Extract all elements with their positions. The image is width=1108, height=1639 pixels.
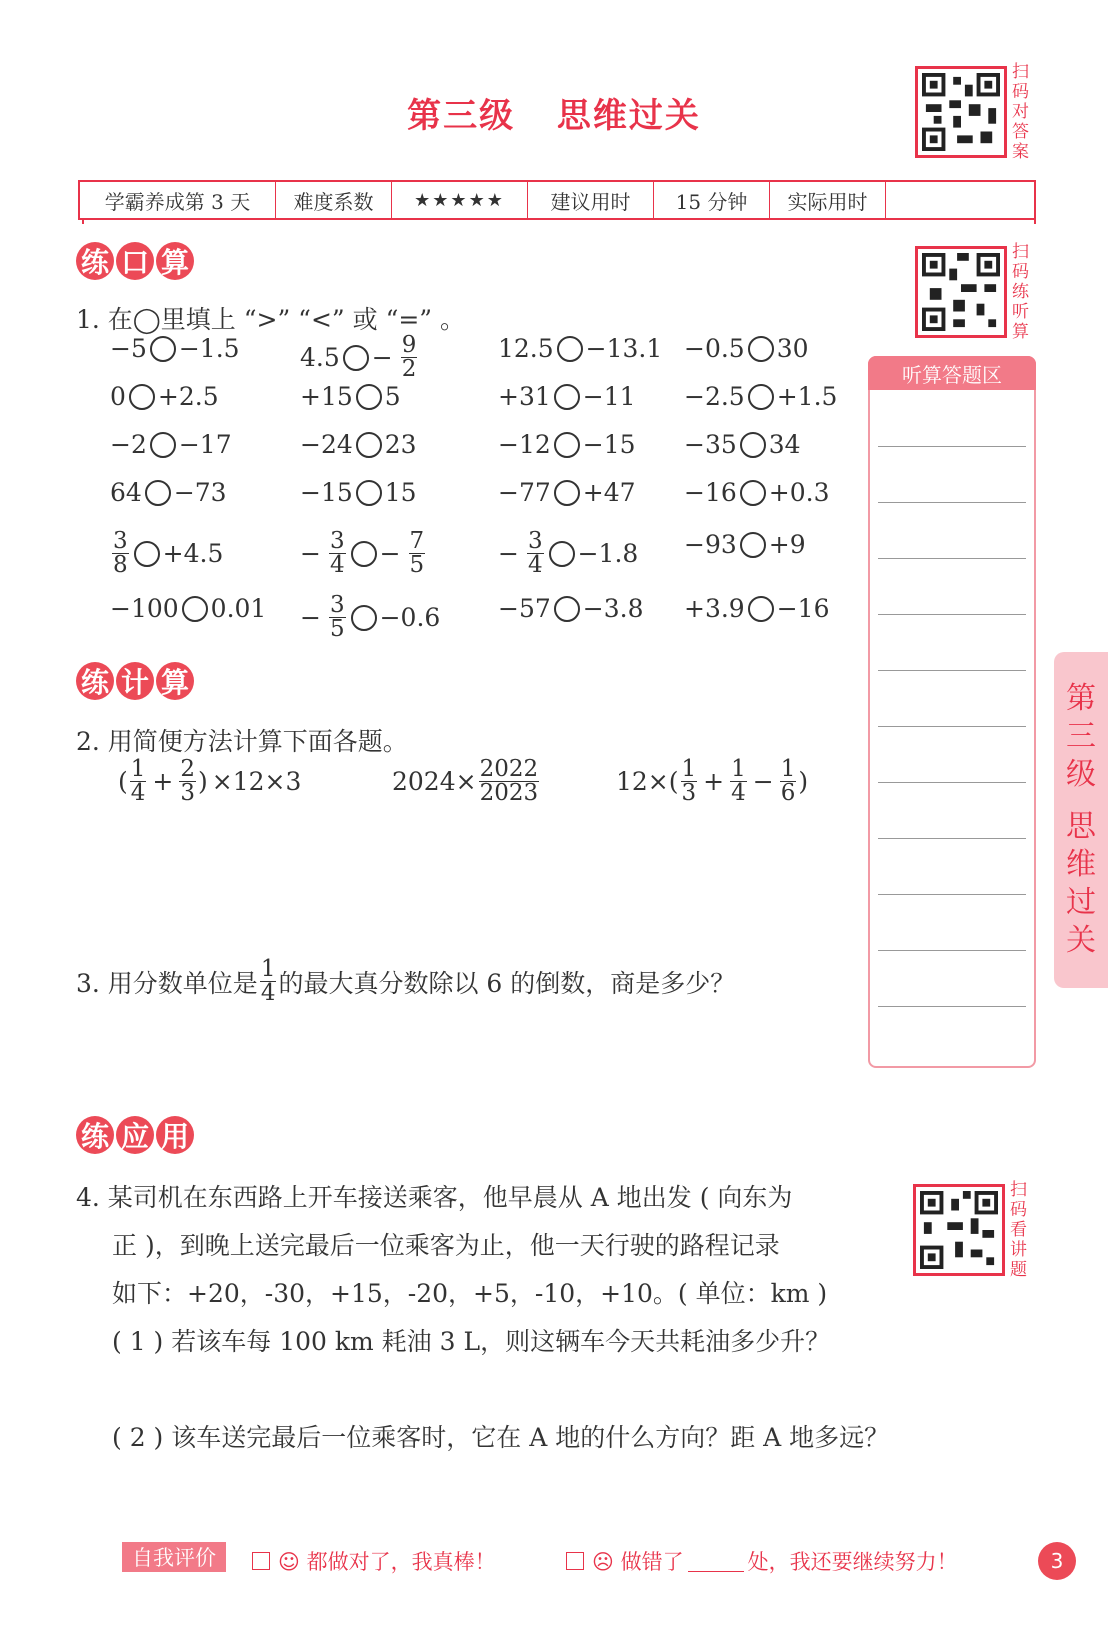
left-operand: −77 (498, 478, 551, 507)
comparison-item (684, 530, 806, 559)
comparison-item (300, 530, 427, 577)
comparison-item (300, 594, 440, 641)
answer-circle[interactable] (554, 480, 580, 506)
answer-line[interactable] (878, 614, 1026, 615)
answer-circle[interactable] (356, 384, 382, 410)
comparison-item (498, 478, 636, 507)
left-operand: −100 (110, 594, 179, 623)
right-operand: − $\frac{9}{2}$ (371, 332, 417, 382)
day-cell: 学霸养成第 3 天 (80, 182, 276, 218)
section-badge-calc: 练 计 算 (76, 662, 194, 700)
error-count-blank[interactable] (688, 1551, 744, 1572)
qr-icon (922, 253, 1000, 331)
right-operand: +9 (768, 530, 806, 559)
left-operand: −57 (498, 594, 551, 623)
q4-line2: 正 )，到晚上送完最后一位乘客为止，他一天行驶的路程记录 (112, 1231, 780, 1260)
answer-circle[interactable] (150, 336, 176, 362)
answer-circle[interactable] (182, 596, 208, 622)
q2-prompt: 2. 用简便方法计算下面各题。 (76, 727, 408, 756)
right-operand: −1.8 (577, 539, 639, 568)
comparison-item (684, 594, 829, 623)
answer-circle[interactable] (740, 432, 766, 458)
answer-line[interactable] (878, 502, 1026, 503)
fraction: $\frac{9}{2}$ (401, 332, 417, 382)
right-operand: +4.5 (162, 539, 224, 568)
comparison-item (498, 334, 662, 363)
right-operand: −17 (178, 430, 232, 459)
fraction: $\frac{1}{3}$ (681, 756, 697, 806)
left-operand: 12.5 (498, 334, 554, 363)
answer-circle[interactable] (554, 596, 580, 622)
answer-circle[interactable] (356, 432, 382, 458)
left-operand: +15 (300, 382, 353, 411)
comparison-item (498, 530, 638, 577)
fraction: $\frac{3}{4}$ (527, 528, 543, 578)
comparison-item (300, 382, 401, 411)
actual-time-input[interactable] (886, 182, 1034, 218)
comparison-item (110, 478, 227, 507)
title-theme: 思维过关 (556, 96, 701, 136)
comparison-item (684, 334, 809, 363)
left-operand: −2.5 (684, 382, 745, 411)
answer-circle[interactable] (356, 480, 382, 506)
answer-circle[interactable] (351, 541, 377, 567)
answer-circle[interactable] (150, 432, 176, 458)
right-operand: −1.5 (178, 334, 240, 363)
answer-circle[interactable] (740, 532, 766, 558)
q4-line1: 4. 某司机在东西路上开车接送乘客，他早晨从 A 地出发 ( 向东为 (76, 1183, 793, 1212)
answer-circle[interactable] (554, 384, 580, 410)
answer-line[interactable] (878, 782, 1026, 783)
q4-sub1: ( 1 ) 若该车每 100 km 耗油 3 L，则这辆车今天共耗油多少升？ (112, 1327, 831, 1356)
left-operand: − $\frac{3}{4}$ (498, 528, 543, 578)
fraction: $\frac{2}{3}$ (180, 756, 195, 806)
right-operand: +2.5 (157, 382, 219, 411)
comparison-item (110, 430, 232, 459)
checkbox[interactable] (566, 1552, 584, 1570)
side-tab: 第 三 级 思 维 过 关 (1054, 652, 1108, 988)
q3-text: 3. 用分数单位是 $\frac{1}{4}$ 的最大真分数除以 6 的倒数，商是多少？ (76, 956, 736, 1006)
qr-label-listen: 扫码练听算 (1012, 242, 1029, 342)
comparison-item (684, 478, 829, 507)
left-operand: −5 (110, 334, 147, 363)
difficulty-label: 难度系数 (276, 182, 392, 218)
right-operand: +0.3 (768, 478, 830, 507)
q2-expr-3: 12× ( $\frac{1}{3}$ + $\frac{1}{4}$ − $\frac{1}{6}$ ) (616, 756, 809, 806)
answer-line[interactable] (878, 446, 1026, 447)
comparison-item (498, 594, 643, 623)
title-level: 第三级 (407, 96, 516, 136)
suggest-time-label: 建议用时 (528, 182, 654, 218)
answer-line[interactable] (878, 558, 1026, 559)
answer-line[interactable] (878, 1006, 1026, 1007)
answer-circle[interactable] (351, 605, 377, 631)
fraction: $\frac{1}{4}$ (260, 956, 276, 1006)
right-operand: +1.5 (776, 382, 838, 411)
answer-circle[interactable] (748, 336, 774, 362)
left-operand: −0.5 (684, 334, 745, 363)
comparison-item (684, 430, 801, 459)
answer-area (868, 356, 1036, 1068)
fraction: $\frac{3}{5}$ (329, 592, 345, 642)
info-table (78, 180, 1036, 220)
fraction: $\frac{1}{6}$ (780, 756, 796, 806)
left-operand: −12 (498, 430, 551, 459)
left-operand: 4.5 (300, 343, 340, 372)
comparison-item (110, 334, 240, 363)
answer-circle[interactable] (145, 480, 171, 506)
qr-code-answers[interactable] (915, 66, 1007, 158)
right-operand: −11 (582, 382, 636, 411)
self-eval-option-2[interactable]: ☹ 做错了 处，我还要继续努力！ (566, 1546, 958, 1576)
answer-circle[interactable] (748, 384, 774, 410)
section-badge-oral: 练 口 算 (76, 242, 194, 280)
right-operand: −73 (173, 478, 227, 507)
q4-sub2: ( 2 ) 该车送完最后一位乘客时，它在 A 地的什么方向？距 A 地多远？ (112, 1423, 890, 1452)
section-badge-apply: 练 应 用 (76, 1116, 194, 1154)
right-operand: 23 (384, 430, 417, 459)
right-operand: −15 (582, 430, 636, 459)
answer-circle[interactable] (740, 480, 766, 506)
right-operand: −13.1 (585, 334, 663, 363)
difficulty-stars: ★★★★★ (392, 182, 528, 218)
actual-time-label: 实际用时 (770, 182, 886, 218)
answer-line[interactable] (878, 838, 1026, 839)
right-operand: 30 (776, 334, 809, 363)
comparison-item (110, 530, 223, 577)
qr-icon (920, 1191, 998, 1269)
q1-prompt: 1. 在◯里填上 “>” “<” 或 “=” 。 (76, 305, 466, 334)
right-operand: − $\frac{7}{5}$ (379, 528, 425, 578)
left-operand: − $\frac{3}{5}$ (300, 592, 345, 642)
qr-code-lecture[interactable] (913, 1184, 1005, 1276)
self-eval-option-1[interactable]: ☺ 都做对了，我真棒！ (252, 1546, 496, 1576)
right-operand: −0.6 (379, 603, 441, 632)
right-operand: −16 (776, 594, 830, 623)
answer-circle[interactable] (343, 345, 369, 371)
right-operand: 34 (768, 430, 801, 459)
left-operand: −2 (110, 430, 147, 459)
table-shadow (82, 220, 1036, 224)
right-operand: 5 (384, 382, 401, 411)
answer-line[interactable] (878, 670, 1026, 671)
answer-line[interactable] (878, 894, 1026, 895)
left-operand: −16 (684, 478, 737, 507)
self-eval-label: 自我评价 (122, 1542, 226, 1572)
comparison-item (300, 430, 417, 459)
left-operand: −35 (684, 430, 737, 459)
answer-circle[interactable] (134, 541, 160, 567)
answer-line[interactable] (878, 726, 1026, 727)
answer-circle[interactable] (549, 541, 575, 567)
right-operand: +47 (582, 478, 636, 507)
q2-expr-2: 2024× $\frac{2022}{2023}$ (392, 756, 539, 806)
answer-line[interactable] (878, 950, 1026, 951)
left-operand: − $\frac{3}{4}$ (300, 528, 345, 578)
checkbox[interactable] (252, 1552, 270, 1570)
left-operand: +31 (498, 382, 551, 411)
suggest-time-value: 15 分钟 (654, 182, 770, 218)
answer-circle[interactable] (554, 432, 580, 458)
fraction: $\frac{3}{8}$ (113, 528, 128, 578)
comparison-item (300, 334, 419, 381)
left-operand: 0 (110, 382, 126, 411)
qr-label-lecture: 扫码看讲题 (1010, 1180, 1027, 1280)
qr-label-answers: 扫码对答案 (1012, 62, 1029, 162)
comparison-item (300, 478, 417, 507)
left-operand: −15 (300, 478, 353, 507)
right-operand: 0.01 (210, 594, 267, 623)
qr-code-listen[interactable] (915, 246, 1007, 338)
left-operand (110, 530, 131, 577)
answer-circle[interactable] (748, 596, 774, 622)
left-operand: +3.9 (684, 594, 745, 623)
comparison-item (110, 594, 266, 623)
answer-circle[interactable] (129, 384, 155, 410)
right-operand: 15 (384, 478, 417, 507)
left-operand: −93 (684, 530, 737, 559)
comparison-item (110, 382, 219, 411)
q4-line3: 如下：+20，-30，+15，-20，+5，-10，+10。( 单位：km ) (112, 1279, 828, 1308)
fraction: $\frac{1}{4}$ (731, 756, 746, 806)
fraction: $\frac{2022}{2023}$ (479, 756, 539, 806)
fraction: $\frac{3}{4}$ (329, 528, 345, 578)
left-operand: −24 (300, 430, 353, 459)
comparison-item (498, 382, 636, 411)
page-number: 3 (1038, 1542, 1076, 1580)
fraction: $\frac{1}{4}$ (130, 756, 146, 806)
answer-area-title: 听算答题区 (868, 356, 1036, 390)
left-operand: 64 (110, 478, 142, 507)
fraction: $\frac{7}{5}$ (409, 528, 425, 578)
q2-expr-1: ( $\frac{1}{4}$ + $\frac{2}{3}$ ) ×12×3 (118, 756, 302, 806)
comparison-item (498, 430, 636, 459)
right-operand: −3.8 (582, 594, 644, 623)
answer-circle[interactable] (557, 336, 583, 362)
comparison-item (684, 382, 837, 411)
qr-icon (922, 73, 1000, 151)
